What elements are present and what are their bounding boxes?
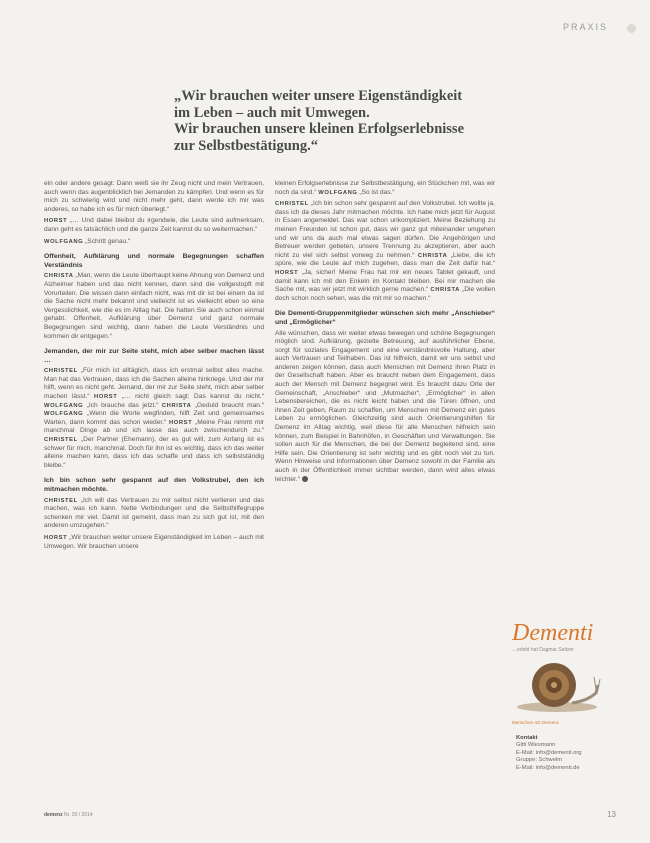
end-mark-icon	[302, 476, 308, 482]
speaker-name: HORST	[275, 269, 299, 276]
paragraph-text: „Geduld braucht man.“	[194, 401, 264, 409]
speaker-name: HORST	[44, 218, 68, 225]
speaker-name: CHRISTEL	[275, 201, 309, 208]
paragraph-text: „Wenn die Worte wegfinden, hilft Zeit und gemeinsames Warten, dann kommt das schon wieder.“	[44, 410, 264, 426]
paragraph-text: „So ist das.“	[359, 188, 395, 196]
magazine-name: demenz	[44, 812, 63, 818]
paragraph-text: „Schritt genau.“	[85, 237, 131, 245]
issue-info: Nr. 20 / 2014	[64, 812, 93, 818]
paragraph	[44, 180, 264, 214]
speaker-name: CHRISTEL	[44, 368, 78, 375]
section-label: PRAXIS	[562, 22, 608, 32]
paragraph-text: ein oder andere gesagt: Dann weiß sie ihr Zeug nicht und mein Vertrauen, auch wenn das augenblicklich bei Jemanden zu kämpfen. Und wenn es für mich zu schwierig wird und nicht mehr geht, dann werde ich mir was anderes, so habe ich es für mich überlegt.“	[44, 180, 264, 213]
paragraph-text: „Die wollen doch schon noch sehen, was die mit mir so machen.“	[275, 286, 495, 302]
paragraph-text: Alle wünschen, dass wir weiter etwas bewegen und schöne Begegnungen möglich sind. Aufklärung, gezielte Betreuung, auf ausführlicher Ebene, sorgt für soziales Engagement und eine verständnisvolle Haltung, aber auch Vertrauen und Teilhaben. Das ist hilfreich, damit wir uns selbst und anderen zeigen können, dass auch Menschen mit Demenz ihren Platz in der Gesellschaft haben. Aber es braucht neben dem Engagement, dass auch der Mensch mit Demenz begegnet wird. Es braucht dazu Orte der Gemeinschaft, „Anschieber“ und „Mutmacher“, „Ermöglicher“ in allen Lebensbereichen, die es nicht leicht haben und die Türen öffnen, und ihnen Zeit geben, Raum zu schaffen, um Menschen mit Demenz ein gutes Leben zu ermöglichen. Gleichzeitig sind auch Orientierungshilfen für Demenz im Alltag wichtig, weil diese für alle Menschen hilfreich sein können, zum Beispiel in Bahnhöfen, in Geschäften und Verwaltungen. Sie sollen auch für die Menschen, die bei der Demenz begleitend sind, eine Hilfe sein. Die Orientierung ist sehr wichtig und es gibt noch viel zu tun. Wenn Hinweise und Informationen über Demenz sowohl in der Familie als auch in der Öffentlichkeit immer sichtbar werden, dann wird alles etwas leichter.“	[275, 329, 495, 483]
left-column	[44, 180, 264, 554]
snail-icon	[512, 655, 602, 715]
contact-name: Gitti Wiesmann	[516, 742, 556, 749]
paragraph	[275, 330, 495, 485]
paragraph	[275, 180, 495, 197]
contact-heading: Kontakt	[516, 735, 538, 741]
paragraph-text: „Liebe, die ich spüre, wie die Leute auf mich zugehen, dass man die Zeit dafür hat.“	[275, 251, 495, 268]
speaker-name: HORST	[44, 534, 68, 541]
pull-quote: „Wir brauchen weiter unsere Eigenständigkeit im Leben – auch mit Umwegen. Wir brauchen unsere kleinen Erfolgserlebnisse zur Selbstbestätigung.“	[174, 88, 465, 154]
dementi-logo: Dementi	[512, 620, 594, 646]
paragraph-text: „Der Partner (Ehemann), der es gut will, zum Anfang ist es schwer für mich, manchmal. Doch für ihn ist es wichtig, dass ich das weiter alleine machen kann, dass ich das schaffe und dass ich selbstständig bleibe.“	[44, 436, 264, 469]
dementi-logo-subtitle: …erlebt hat Dagmar Seitzer	[512, 647, 574, 653]
speaker-name: CHRISTA	[44, 273, 74, 280]
speaker-name: CHRISTA	[430, 287, 460, 294]
contact-line: Gruppe: Schwelm	[516, 757, 563, 764]
right-column	[275, 180, 495, 487]
paragraph	[44, 272, 264, 341]
paragraph-text: „… Und dabei bleibst du irgendwie, die Leute sind aufmerksam, dann geht es tatsächlich und die ganze Zeit kannst du so weitermachen.“	[44, 217, 264, 233]
subheading: Die Dementi-Gruppenmitglieder wünschen sich mehr „Anschieber“ und „Ermöglicher“	[275, 310, 495, 326]
paragraph-text: „Man, wenn die Leute überhaupt keine Ahnung von Demenz und Alzheimer haben und das nicht kennen, dann sind die vollgestopft mit Vorurteilen. Die wissen dann einfach nicht, was mit dir ist bei einem da ist die Sache nicht mehr bekannt und vielleicht ist es vielleicht eben so eine Vergesslichkeit, wie die es im Alltag hat. Die hatten Sie auch schon einmal gehabt. Offenheit, Aufklärung über Demenz und ganz normale Begegnungen sind wichtig, dann haben die Leute Verständnis und kommen dir entgegen.“	[44, 272, 264, 340]
paragraph-text: „Meine Frau nimmt mir manchmal Dinge ab und ich lasse das auch zwischendurch zu.“	[44, 418, 264, 435]
paragraph-text: „… nicht gleich sagt: Das kannst du nicht.“	[121, 393, 264, 401]
speaker-name: CHRISTEL	[44, 437, 78, 444]
subheading: Jemanden, der mir zur Seite steht, mich aber selber machen lässt …	[44, 348, 264, 364]
speaker-name: WOLFGANG	[44, 238, 84, 245]
dementi-sidebar	[512, 620, 622, 725]
subheading: Ich bin schon sehr gespannt auf den Volkstrubel, den ich mitmachen möchte.	[44, 477, 264, 493]
speaker-name: CHRISTEL	[44, 497, 78, 504]
paragraph-text: „Wir brauchen weiter unsere Eigenständigkeit im Leben – auch mit Umwegen. Wir brauchen unsere	[44, 533, 264, 550]
paragraph-text: „Ja, sicher! Meine Frau hat mir ein neues Tablet gekauft, und damit kann ich mit den Enkeln im Kontakt bleiben. Bei mir machen die Sache mit, was wir jetzt mit wirklich gerne machen.“	[275, 268, 495, 294]
contact-line: E-Mail: info@dementi.org	[516, 749, 582, 756]
contact-line: E-Mail: info@dementi.de	[516, 764, 580, 771]
speaker-name: WOLFGANG	[44, 411, 84, 418]
paragraph-text: kleinen Erfolgserlebnisse zur Selbstbestätigung, ein Stückchen mit, was wir noch da sind.“	[275, 180, 495, 196]
footer	[44, 812, 93, 818]
paragraph-text: „Für mich ist alltäglich, dass ich erstmal selbst alles mache. Man hat das Vertrauen, dass ich die Sachen alleine hinkriege. Und der mir hilft, wenn es nicht geht. Jemand, der mir zur Seite steht, mich aber selber machen lässt.“	[44, 367, 264, 401]
corner-dot	[627, 24, 636, 33]
paragraph	[44, 497, 264, 531]
paragraph	[44, 367, 264, 470]
speaker-name: HORST	[94, 394, 118, 401]
snail-caption: Menschen mit Demenz	[512, 720, 559, 725]
page-number: 13	[607, 810, 616, 819]
paragraph	[44, 217, 264, 234]
paragraph	[44, 534, 264, 551]
paragraph-text: „Ich brauche das jetzt.“	[86, 401, 159, 409]
speaker-name: WOLFGANG	[318, 189, 358, 196]
speaker-name: CHRISTA	[417, 252, 448, 259]
speaker-name: HORST	[168, 419, 193, 426]
contact-box	[516, 735, 624, 772]
paragraph-text: „Ich will das Vertrauen zu mir selbst nicht verlieren und das machen, was ich kann. Nette Verbindungen und die Selbsthilfegruppe schenken mir viel. Damit ist gemeint, dass man zu sich gut ist, mit den anderen umzugehen.“	[44, 496, 264, 530]
speaker-name: WOLFGANG	[44, 402, 84, 409]
subheading: Offenheit, Aufklärung und normale Begegnungen schaffen Verständnis	[44, 253, 264, 269]
paragraph	[44, 238, 264, 247]
paragraph-text: „Ich bin schon sehr gespannt auf den Volkstrubel. Ich wollte ja, dass ich da dieses Jahr mitmachen möchte. Ich habe mich jetzt für August in Essen angemeldet. Das war schon unkompliziert. Meine Beziehung zu meinen Freunden ist schon gut, dass wir ganz gut miteinander umgehen und wir uns da auch mal etwas sagen dürfen. Die Angehörigen und Betreuer werden gebeten, unsere Trennung zu akzeptieren, aber auch nicht zu viel sich selbst vorweg zu nehmen.“	[275, 200, 495, 259]
paragraph	[275, 200, 495, 303]
speaker-name: CHRISTA	[161, 402, 192, 409]
